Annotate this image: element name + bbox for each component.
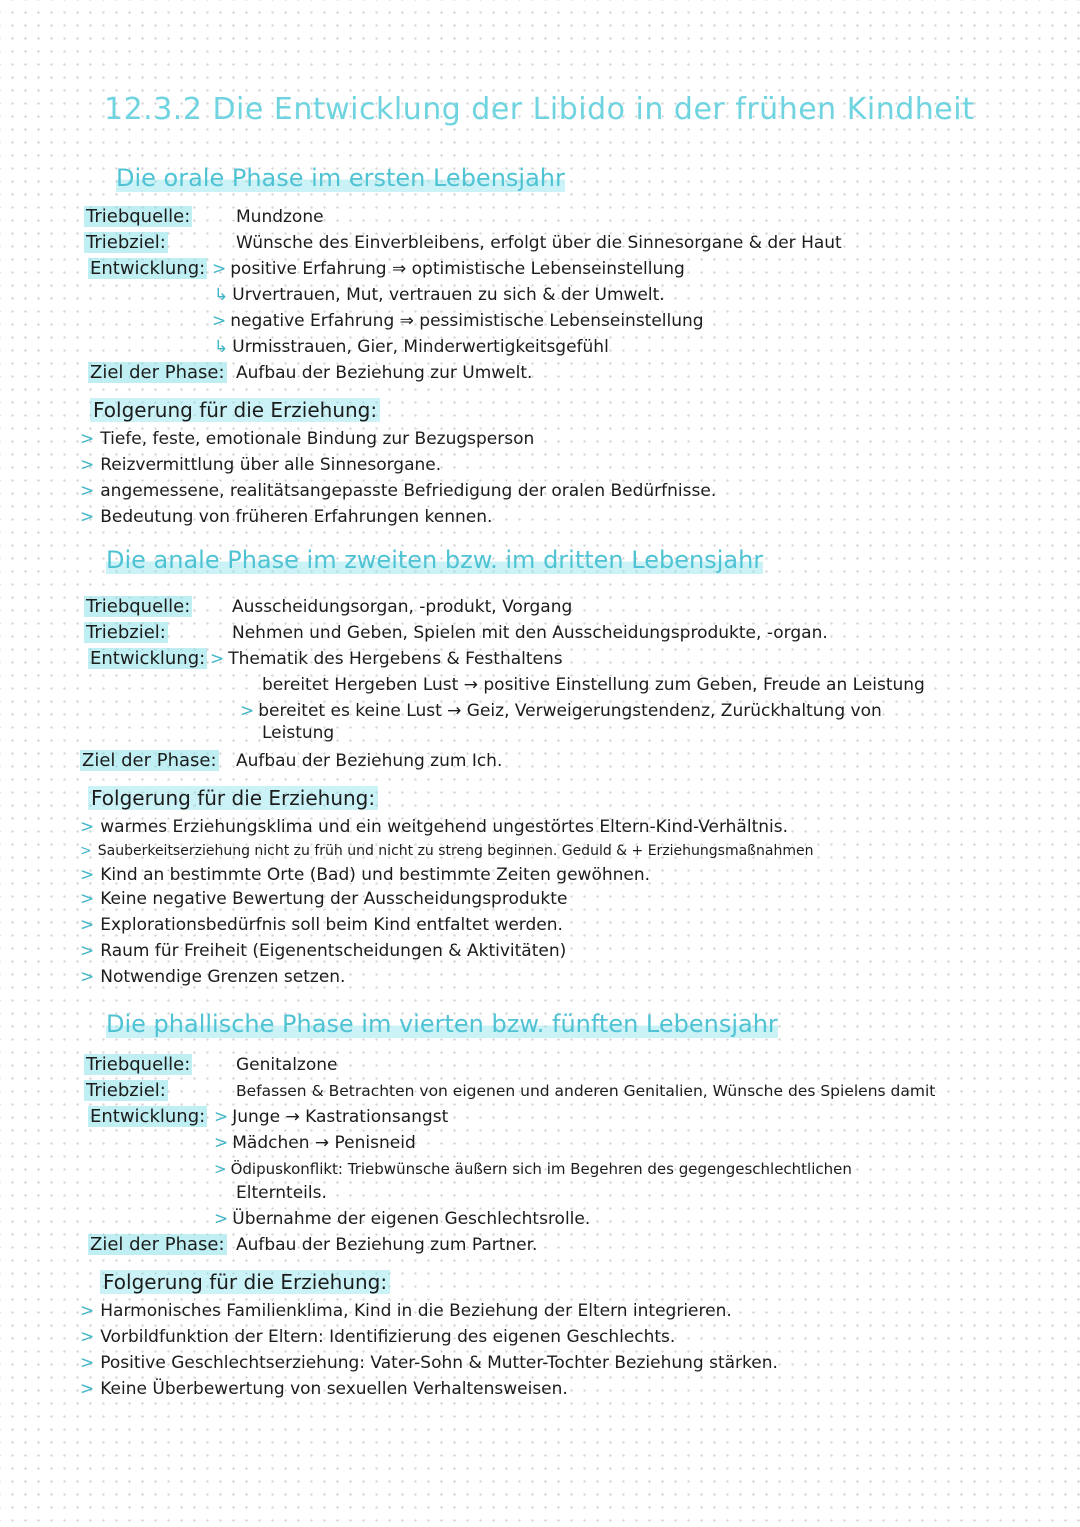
anal-triebquelle-label: Triebquelle:: [86, 596, 191, 617]
phallic-folgerung-item: > Positive Geschlechtserziehung: Vater-Sohn & Mutter-Tochter Beziehung stärken.: [80, 1353, 778, 1373]
phallic-entwicklung-item: > Junge → Kastrationsangst: [214, 1107, 449, 1127]
chevron-right-icon: >: [80, 1327, 95, 1347]
anal-triebquelle-value: Ausscheidungsorgan, -produkt, Vorgang: [232, 597, 573, 617]
chevron-right-icon: >: [80, 915, 95, 935]
chevron-right-icon: >: [214, 1107, 229, 1127]
oral-triebziel-value: Wünsche des Einverbleibens, erfolgt über die Sinnesorgane & der Haut: [236, 233, 842, 253]
chevron-right-icon: >: [214, 1209, 229, 1229]
chevron-right-icon: >: [80, 507, 95, 527]
anal-folgerung-item: > Explorationsbedürfnis soll beim Kind entfaltet werden.: [80, 915, 563, 935]
chevron-right-icon: >: [80, 817, 95, 837]
oral-triebquelle-label: Triebquelle:: [86, 206, 191, 227]
phallic-folgerung-item: > Keine Überbewertung von sexuellen Verhaltensweisen.: [80, 1379, 568, 1399]
phallic-ziel-value: Aufbau der Beziehung zum Partner.: [236, 1235, 538, 1255]
chevron-right-icon: >: [210, 649, 225, 669]
oral-folgerung-item: > Reizvermittlung über alle Sinnesorgane.: [80, 455, 442, 475]
chevron-right-icon: >: [214, 1133, 229, 1153]
phallic-entwicklung-label: Entwicklung:: [90, 1106, 206, 1127]
chevron-right-icon: >: [80, 941, 95, 961]
phallic-phase-heading: [100, 1010, 784, 1038]
hook-arrow-icon: ↳: [214, 337, 229, 357]
oral-folgerung-heading: Folgerung für die Erziehung:: [90, 396, 380, 424]
phallic-triebquelle-label: Triebquelle:: [86, 1054, 191, 1075]
chevron-right-icon: >: [80, 455, 95, 475]
anal-folgerung-item: > Kind an bestimmte Orte (Bad) und bestimmte Zeiten gewöhnen.: [80, 865, 651, 885]
anal-triebziel-label: Triebziel:: [86, 622, 166, 643]
phallic-triebquelle-value: Genitalzone: [236, 1055, 338, 1075]
chevron-right-icon: >: [240, 701, 255, 721]
oral-folgerung-item: > angemessene, realitätsangepasste Befriedigung der oralen Bedürfnisse.: [80, 481, 717, 501]
anal-folgerung-item: > Sauberkeitserziehung nicht zu früh und nicht zu streng beginnen. Geduld & + Erziehungsmaßnahmen: [80, 843, 814, 859]
chevron-right-icon: >: [80, 429, 95, 449]
phallic-folgerung-item: > Vorbildfunktion der Eltern: Identifizierung des eigenen Geschlechts.: [80, 1327, 676, 1347]
oral-entwicklung-item: ↳ Urvertrauen, Mut, vertrauen zu sich & der Umwelt.: [214, 285, 665, 305]
chevron-right-icon: >: [80, 967, 95, 987]
chevron-right-icon: >: [80, 889, 95, 909]
chevron-right-icon: >: [80, 843, 92, 859]
phallic-entwicklung-item: > Übernahme der eigenen Geschlechtsrolle.: [214, 1209, 591, 1229]
chevron-right-icon: >: [212, 259, 227, 279]
oral-entwicklung-item: > negative Erfahrung ⇒ pessimistische Lebenseinstellung: [212, 311, 704, 331]
phallic-triebziel-label: Triebziel:: [86, 1080, 166, 1101]
oral-folgerung-item: > Bedeutung von früheren Erfahrungen kennen.: [80, 507, 493, 527]
oral-triebziel-label: Triebziel:: [86, 232, 166, 253]
phallic-ziel-label: Ziel der Phase:: [90, 1234, 225, 1255]
anal-folgerung-item: > Notwendige Grenzen setzen.: [80, 967, 346, 987]
chevron-right-icon: >: [80, 865, 95, 885]
anal-entwicklung-item: Leistung: [262, 723, 335, 743]
phallic-phase-heading-text: Die phallische Phase im vierten bzw. fünften Lebensjahr: [106, 1010, 778, 1038]
anal-phase-heading: [100, 546, 769, 574]
anal-triebziel-value: Nehmen und Geben, Spielen mit den Ausscheidungsprodukte, -organ.: [232, 623, 828, 643]
anal-ziel-label: Ziel der Phase:: [82, 750, 217, 771]
chevron-right-icon: >: [80, 1379, 95, 1399]
oral-triebquelle-value: Mundzone: [236, 207, 324, 227]
anal-entwicklung-item: bereitet Hergeben Lust → positive Einstellung zum Geben, Freude an Leistung: [262, 675, 925, 695]
anal-folgerung-item: > Keine negative Bewertung der Ausscheidungsprodukte: [80, 889, 568, 909]
phallic-entwicklung-item: > Ödipuskonflikt: Triebwünsche äußern sich im Begehren des gegengeschlechtlichen: [214, 1160, 852, 1178]
chevron-right-icon: >: [80, 1301, 95, 1321]
oral-ziel-label: Ziel der Phase:: [90, 362, 225, 383]
oral-phase-heading-text: Die orale Phase im ersten Lebensjahr: [116, 164, 565, 192]
anal-folgerung-heading: Folgerung für die Erziehung:: [88, 784, 378, 812]
chevron-right-icon: >: [80, 1353, 95, 1373]
phallic-entwicklung-item: > Mädchen → Penisneid: [214, 1133, 416, 1153]
anal-entwicklung-label: Entwicklung:: [90, 648, 206, 669]
oral-entwicklung-item: > positive Erfahrung ⇒ optimistische Lebenseinstellung: [212, 259, 685, 279]
anal-folgerung-item: > warmes Erziehungsklima und ein weitgehend ungestörtes Eltern-Kind-Verhältnis.: [80, 817, 788, 837]
anal-phase-heading-text: Die anale Phase im zweiten bzw. im dritten Lebensjahr: [106, 546, 764, 574]
page-title: 12.3.2 Die Entwicklung der Libido in der frühen Kindheit: [104, 92, 975, 127]
anal-entwicklung-item: > Thematik des Hergebens & Festhaltens: [210, 649, 563, 669]
oral-entwicklung-item: ↳ Urmisstrauen, Gier, Minderwertigkeitsgefühl: [214, 337, 609, 357]
phallic-triebziel-value: Befassen & Betrachten von eigenen und anderen Genitalien, Wünsche des Spielens damit: [236, 1082, 936, 1100]
chevron-right-icon: >: [214, 1160, 227, 1178]
chevron-right-icon: >: [80, 481, 95, 501]
chevron-right-icon: >: [212, 311, 227, 331]
oral-folgerung-item: > Tiefe, feste, emotionale Bindung zur Bezugsperson: [80, 429, 535, 449]
anal-entwicklung-item: > bereitet es keine Lust → Geiz, Verweigerungstendenz, Zurückhaltung von: [240, 701, 882, 721]
anal-ziel-value: Aufbau der Beziehung zum Ich.: [236, 751, 503, 771]
oral-phase-heading: [110, 164, 571, 192]
oral-ziel-value: Aufbau der Beziehung zur Umwelt.: [236, 363, 533, 383]
phallic-folgerung-item: > Harmonisches Familienklima, Kind in die Beziehung der Eltern integrieren.: [80, 1301, 732, 1321]
phallic-folgerung-heading: Folgerung für die Erziehung:: [100, 1268, 390, 1296]
phallic-entwicklung-item: Elternteils.: [236, 1183, 327, 1203]
oral-entwicklung-label: Entwicklung:: [90, 258, 206, 279]
anal-folgerung-item: > Raum für Freiheit (Eigenentscheidungen & Aktivitäten): [80, 941, 567, 961]
hook-arrow-icon: ↳: [214, 285, 229, 305]
